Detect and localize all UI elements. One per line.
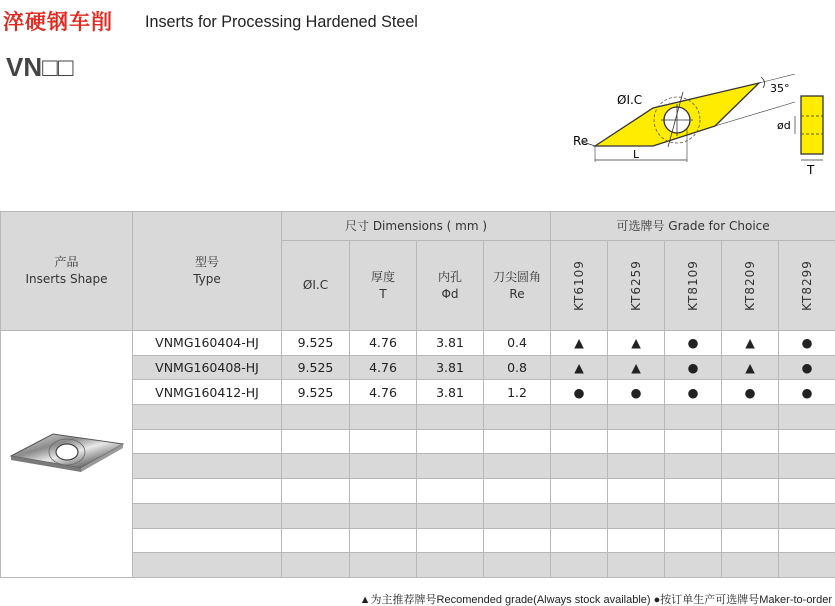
grade-mark: ● (608, 380, 665, 405)
thickness-header-cn: 厚度 (370, 269, 395, 284)
thickness-header (350, 241, 417, 331)
ic-header: ØI.C (282, 241, 350, 331)
thickness-cell: 4.76 (350, 355, 417, 380)
grade-mark: ● (665, 380, 722, 405)
shape-header (1, 212, 133, 331)
corner-radius-cell: 1.2 (484, 380, 551, 405)
ic-label: ØI.C (617, 93, 643, 107)
insert-top-view (583, 74, 795, 162)
type-header (133, 212, 282, 331)
insert-shape-cell (1, 331, 133, 578)
dimensions-group-header: 尺寸 Dimensions ( mm ) (282, 212, 551, 241)
hole-header-en: Φd (441, 286, 459, 301)
ic-cell: 9.525 (282, 380, 350, 405)
type-cell: VNMG160412-HJ (133, 380, 282, 405)
type-header-en: Type (193, 272, 221, 286)
hole-cell: 3.81 (417, 355, 484, 380)
corner-radius-cell: 0.8 (484, 355, 551, 380)
legend-footnote: ▲为主推荐牌号Recomended grade(Always stock available) ●按订单生产可选牌号Maker-to-order (359, 594, 832, 606)
grade-mark: ● (722, 380, 779, 405)
insert-side-view (795, 96, 823, 160)
grade-header-kt8209: KT8209 (722, 241, 779, 331)
grade-header-kt6109: KT6109 (551, 241, 608, 331)
ic-cell: 9.525 (282, 355, 350, 380)
corner-radius-cell: 0.4 (484, 331, 551, 356)
grade-mark: ● (665, 331, 722, 356)
grade-header-kt8299: KT8299 (779, 241, 835, 331)
hole-cell: 3.81 (417, 380, 484, 405)
re-label: Re (573, 134, 589, 148)
hole-cell: 3.81 (417, 331, 484, 356)
grade-mark: ▲ (551, 331, 608, 356)
type-cell: VNMG160408-HJ (133, 355, 282, 380)
table-row (1, 331, 835, 356)
thickness-header-en: T (379, 286, 387, 301)
type-header-cn: 型号 (194, 255, 219, 269)
grade-header-kt8109: KT8109 (665, 241, 722, 331)
grade-mark: ▲ (608, 355, 665, 380)
thickness-cell: 4.76 (350, 331, 417, 356)
grade-mark: ● (779, 355, 835, 380)
grade-header-kt6259: KT6259 (608, 241, 665, 331)
type-cell: VNMG160404-HJ (133, 331, 282, 356)
grade-group-header: 可选牌号 Grade for Choice (551, 212, 835, 241)
corner-radius-header-en: Re (509, 286, 525, 301)
spec-table (0, 211, 835, 578)
grade-mark: ▲ (722, 331, 779, 356)
hole-diameter-label: ød (777, 119, 791, 132)
length-label: L (633, 148, 640, 161)
corner-radius-header-cn: 刀尖圆角 (493, 269, 542, 284)
shape-header-cn: 产品 (54, 255, 79, 269)
ic-cell: 9.525 (282, 331, 350, 356)
hole-header (417, 241, 484, 331)
grade-mark: ▲ (722, 355, 779, 380)
corner-radius-header (484, 241, 551, 331)
grade-mark: ● (779, 380, 835, 405)
thickness-cell: 4.76 (350, 380, 417, 405)
page-title-en: Inserts for Processing Hardened Steel (145, 12, 418, 31)
thickness-label: T (807, 163, 815, 177)
grade-mark: ● (551, 380, 608, 405)
grade-mark: ● (779, 331, 835, 356)
grade-mark: ● (665, 355, 722, 380)
grade-mark: ▲ (608, 331, 665, 356)
insert-dimension-diagram (565, 74, 835, 186)
shape-header-en: Inserts Shape (25, 272, 108, 286)
grade-mark: ▲ (551, 355, 608, 380)
hole-header-cn: 内孔 (437, 269, 462, 284)
series-code: VN□□ (6, 52, 74, 82)
page-title-cn: 淬硬钢车削 (3, 10, 113, 34)
angle-label: 35° (770, 82, 790, 95)
insert-photo (7, 422, 127, 482)
